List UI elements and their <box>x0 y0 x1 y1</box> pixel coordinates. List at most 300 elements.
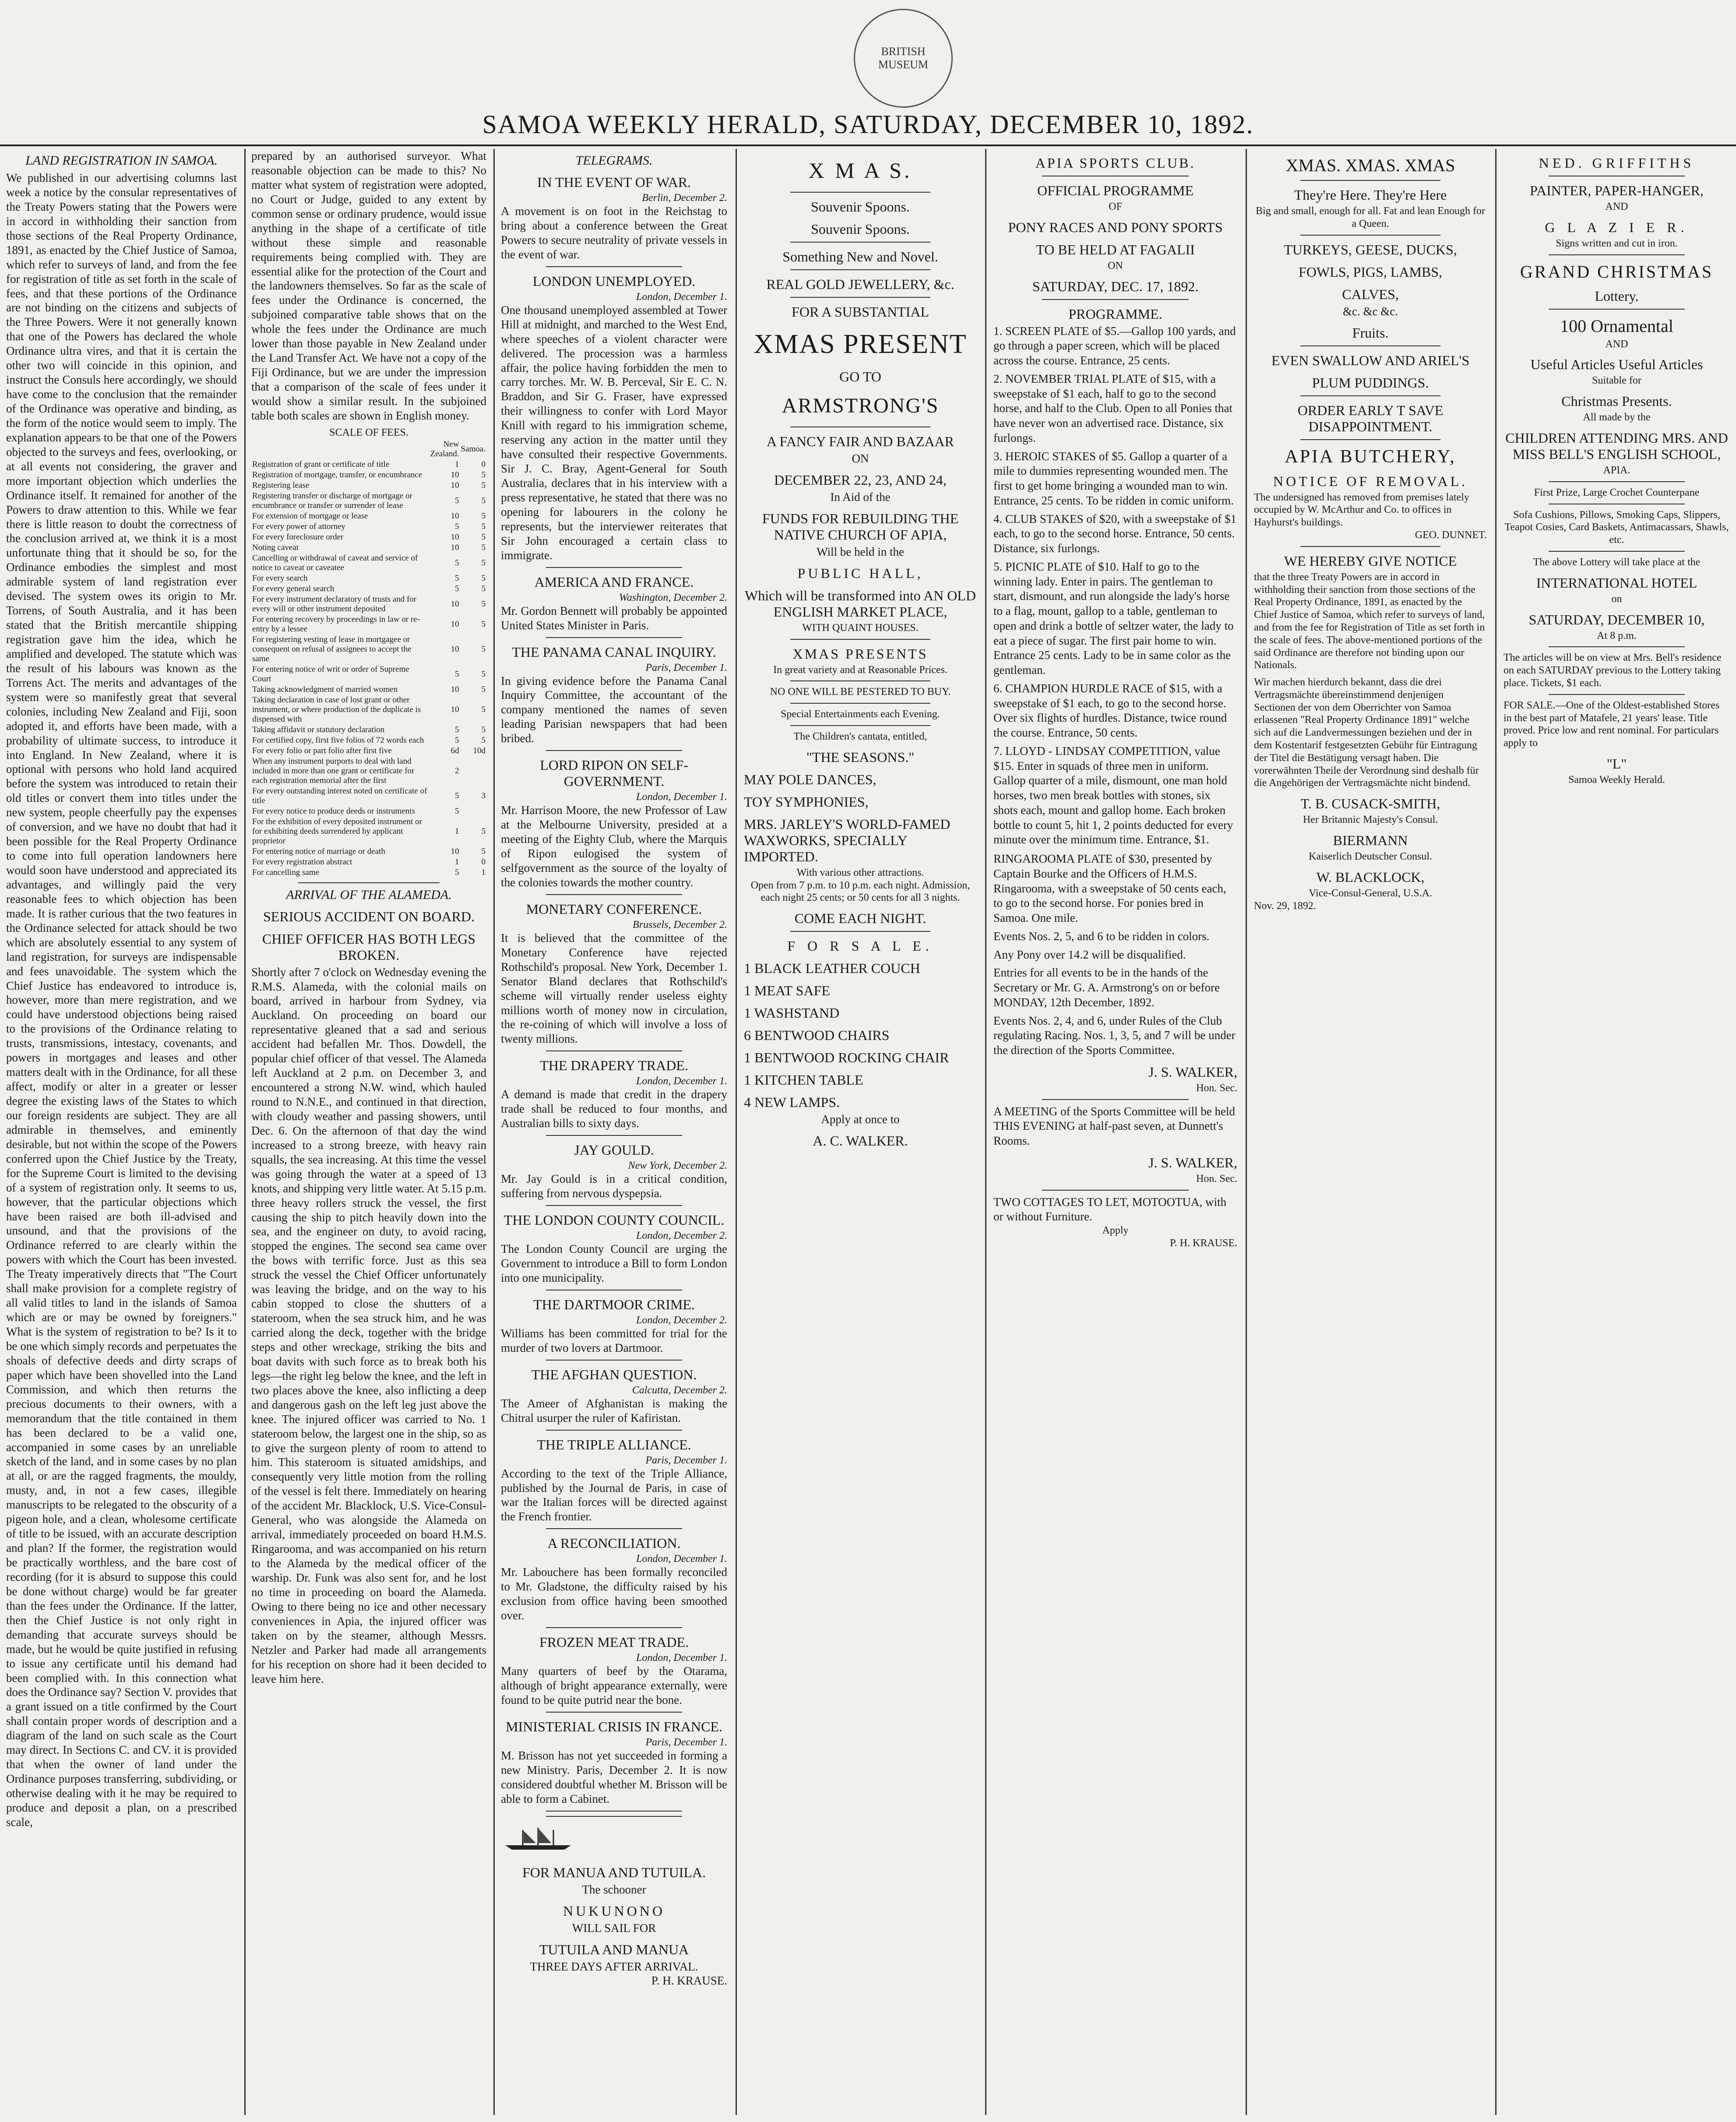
fees-row <box>251 735 486 746</box>
notice-german: Wir machen hierdurch bekannt, dass die drei Vertragsmächte übereinstimmend denjenigen Sectionen der von dem Oberrichter von Samoa erlassenen "Real Property Ordinance 1891" welche sich auf die Landvermessungen beziehen und der in dem Kostentarif festgesetzten Gebühr für Eintragung der Titel die Bestätigung versagt haben. Die vorerwähnten Theile der Verordnung sind deshalb für die Angehörigen der Vertragsmächte nicht bindend. <box>1254 677 1479 789</box>
fees-row <box>251 857 486 867</box>
fee-description: For entering recovery by proceedings in law or re-entry by a lessee <box>252 614 420 634</box>
divider <box>790 269 930 270</box>
fee-description: For entering notice of writ or order of Supreme Court <box>252 664 409 684</box>
column-xmas-ads <box>738 149 983 2115</box>
telegram-headline: IN THE EVENT OF WAR. <box>537 174 691 190</box>
divider <box>546 637 682 638</box>
ad-line: Signs written and cut in iron. <box>1556 237 1678 249</box>
divider <box>298 882 439 883</box>
race-event: 7. LLOYD - LINDSAY COMPETITION, value $15. Enter in squads of three men in uniform. Gallop quarter of a mile, dismount, one man hold horses, two men break bottles with stones, six shots each, mount and gallop home. Each broken bottle to count 5, hit 1, 2 points deducted for every minute over the minimum time. Entrance, $1. <box>993 744 1233 846</box>
telegram-text: One thousand unemployed assembled at Tower Hill at midnight, and marched to the West End, where speeches of a violent character were delivered. The procession was a harmless affair, the police having forbidden the men to carry torches. Mr. W. B. Perceval, Sir E. C. N. Braddon, and Sir G. Fraser, have expressed their willingness to confer with Lord Mayor Knill with regard to his immigration scheme, reserving any action in the matter until they have consulted their respective Governments. Sir J. C. Bray, Agent-General for South Australia, declares that in his interview with a press representative, he stated that there was no opening for labourers in the colony he represents, but the interviewer reiterates that Sir John encouraged a certain class to immigrate. <box>501 303 727 562</box>
divider <box>546 1360 682 1361</box>
fee-nz: 5 <box>455 584 459 593</box>
telegram-dateline: Paris, December 1. <box>645 662 727 673</box>
telegram-item <box>501 1297 727 1361</box>
telegram-item <box>501 757 727 895</box>
fees-row <box>251 614 486 634</box>
fee-description: For extension of mortgage or lease <box>252 511 368 521</box>
divider <box>1300 345 1440 346</box>
telegram-dateline: New York, December 2. <box>628 1160 727 1172</box>
race-note: Events Nos. 2, 5, and 6 to be ridden in colors. <box>993 929 1210 943</box>
telegram-item <box>501 174 727 267</box>
divider <box>790 639 930 640</box>
telegram-text: Mr. Harrison Moore, the new Professor of Law at the Melbourne University, presided at a meeting of the Eighty Club, where the Marquis of Ripon eulogised the system of selfgovernment as the source of the loyalty of the colonies towards the mother country. <box>501 804 727 889</box>
divider <box>1300 235 1440 236</box>
ad-line: XMAS PRESENTS <box>792 645 928 662</box>
fees-row <box>251 634 486 664</box>
fee-description: For every search <box>252 573 308 583</box>
signature: J. S. WALKER, <box>1148 1154 1237 1170</box>
signature-title: Hon. Sec. <box>1196 1173 1237 1184</box>
removal-heading: NOTICE OF REMOVAL. <box>1273 473 1468 489</box>
fee-nz: 1 <box>455 857 459 867</box>
fee-description: For cancelling same <box>252 867 320 877</box>
fee-description: For every foreclosure order <box>252 532 344 542</box>
telegram-text: Many quarters of beef by the Otarama, although of bright appearance externally, were found to be quite putrid near the bone. <box>501 1664 727 1706</box>
article-body: Shortly after 7 o'clock on Wednesday evening the R.M.S. Alameda, with the colonial mails on board, arrived in harbour from Sydney, via Auckland. On proceeding on board our representative gleaned that a sad and serious accident had befallen Mr. Thos. Dowdell, the popular chief officer of that vessel. The Alameda left Auckland at 2 p.m. on December 3, and encountered a strong N.W. wind, which hauled round to N.N.E., and continued in that direction, with cloudy weather and passing showers, until Dec. 6. On the afternoon of that day the wind increased to a strong breeze, with heavy rain squalls, the sea increasing. At this time the vessel was going through the water at a speed of 13 knots, and shipping very little water. At 5.15 p.m. three heavy rollers struck the vessel, the first causing the ship to pitch heavily down into the sea, and the engineer on duty, to avoid racing, stopped the engines. The second sea came over the bows with terrific force. Just as this sea struck the vessel the Chief Officer unfortunately was leaving the bridge, and on the way to his cabin stopped to close the shutters of a stateroom, when the sea struck him, and he was carried along the deck, together with the bridge steps and other wreckage, striking the bits and boat davits with such force as to break both his legs—the right leg below the knee, and the left in two places above the knee, also inflicting a deep and dangerous gash on the left leg just above the knee. The injured officer was carried to No. 1 stateroom below, the largest one in the ship, so as to give the surgeon plenty of room to attend to him. This stateroom is situated amidships, and consequently very little motion from the rolling of the vessel is felt there. Immediately on hearing of the accident Mr. Blacklock, U.S. Vice-Consul-General, who was alongside the Alameda on arrival, immediately proceeded on board H.M.S. Ringarooma, and was accompanied on his return to the Alameda by the medical officer of the warship. Dr. Funk was also sent for, and he lost no time in proceeding on board the Alameda. Owing to there being no ice and other necessary conveniences in Apia, the injured officer was taken on by the steamer, although Messrs. Netzler and Parker had made all arrangements for his reception on shore had it been decided to leave him here. <box>251 965 486 1685</box>
telegram-item <box>501 1367 727 1431</box>
telegram-text: Mr. Jay Gould is in a critical condition, suffering from nervous dyspepsia. <box>501 1172 727 1200</box>
telegram-headline: MONETARY CONFERENCE. <box>526 901 702 917</box>
sale-item: 1 BLACK LEATHER COUCH <box>744 960 920 976</box>
ad-line: "L" <box>1606 755 1627 772</box>
notice-date: Nov. 29, 1892. <box>1254 900 1316 912</box>
race-event: 3. HEROIC STAKES of $5. Gallop a quarter of a mile to dummies representing wounded men. The first to get home bringing a wounded man to win. Entrance, 25 cents. To be ridden in comic uniform. <box>993 449 1234 507</box>
fee-nz: 10 <box>451 705 459 714</box>
race-event: 5. PICNIC PLATE of $10. Half to go to the winning lady. Enter in pairs. The gentleman to start, dismount, and run alongside the lady's horse to a flag, mount, gallop to a table, gentleman to open and drink a bottle of seltzer water, the lady to eat a piece of sugar. The first pair home to win. Entrance 25 cents. Lady to be in same color as the gentleman. <box>993 560 1234 677</box>
signature: BIERMANN <box>1333 832 1408 849</box>
signature-title: Kaiserlich Deutscher Consul. <box>1309 851 1432 863</box>
fee-nz: 5 <box>455 558 459 568</box>
fee-samoa: 5 <box>481 522 486 531</box>
ad-line: In great variety and at Reasonable Prices. <box>773 664 947 676</box>
fee-description: For every folio or part folio after first five <box>252 746 392 755</box>
ship-ad-line: WILL SAIL FOR <box>572 1921 656 1935</box>
signature: J. S. WALKER, <box>1148 1064 1237 1080</box>
signature: P. H. KRAUSE. <box>1169 1237 1237 1249</box>
fee-nz: 10 <box>451 644 459 654</box>
fee-samoa: 5 <box>481 573 486 583</box>
ad-line: TO BE HELD AT FAGALII <box>1036 241 1195 257</box>
ad-line: In Aid of the <box>830 490 891 504</box>
fee-description: For every power of attorney <box>252 522 346 531</box>
ad-line: Something New and Novel. <box>782 249 938 264</box>
fee-samoa: 5 <box>481 644 486 654</box>
ad-line: Samoa Weekly Herald. <box>1568 774 1665 786</box>
divider <box>1042 299 1188 300</box>
signature-title: Hon. Sec. <box>1196 1082 1237 1094</box>
divider <box>1042 1099 1188 1100</box>
fee-samoa: 5 <box>481 735 486 745</box>
fees-row <box>251 594 486 614</box>
fee-nz: 5 <box>455 496 459 505</box>
signature: A. C. WALKER. <box>813 1133 908 1149</box>
ad-line: CHILDREN ATTENDING MRS. AND MISS BELL'S ENGLISH SCHOOL, <box>1505 430 1728 462</box>
ad-line: OF <box>1109 201 1122 212</box>
ad-line: Useful Articles Useful Articles <box>1530 356 1703 373</box>
fees-row <box>251 532 486 543</box>
ship-ad-heading: FOR MANUA AND TUTUILA. <box>522 1864 706 1880</box>
ad-line: Apply at once to <box>821 1113 900 1126</box>
telegram-item <box>501 1535 727 1628</box>
ad-line: on <box>1611 593 1622 605</box>
sale-item: 4 NEW LAMPS. <box>744 1094 840 1110</box>
for-sale-notice: FOR SALE.—One of the Oldest-established Stores in the best part of Matafele, 21 years' lease. Title proved. Price low and rent nominal. For particulars apply to <box>1504 699 1720 749</box>
ad-line: Souvenir Spoons. <box>811 199 910 215</box>
fee-description: When any instrument purports to deal with land included in more than one grant or certificate for each registration memorial after the first <box>252 756 415 785</box>
fee-description: For every instrument declaratory of trusts and for every will or other instrument deposited <box>252 594 417 613</box>
telegram-item <box>501 644 727 751</box>
fee-nz: 5 <box>455 669 459 679</box>
divider <box>1549 309 1684 310</box>
telegram-headline: AMERICA AND FRANCE. <box>534 574 694 590</box>
fees-row <box>251 746 486 756</box>
race-note: Entries for all events to be in the hands of the Secretary or Mr. G. A. Armstrong's on or before MONDAY, 12th December, 1892. <box>993 966 1220 1009</box>
notice-text: that the three Treaty Powers are in accord in withholding their sanction from those sections of the Real Property Ordinance, 1891, as enacted by the Chief Justice of Samoa, which refer to surveys of land, and from the fee for Registration of Title as set forth in the scale of fees. The above-mentioned portions of the said Ordinance are therefore not binding upon our Nationals. <box>1254 571 1485 671</box>
fees-row <box>251 543 486 553</box>
fee-description: Registration of mortgage, transfer, or encumbrance <box>252 470 423 479</box>
race-date: SATURDAY, DEC. 17, 1892. <box>1032 278 1199 294</box>
divider <box>546 1430 682 1431</box>
ad-line: They're Here. They're Here <box>1294 187 1447 203</box>
telegram-item <box>501 1142 727 1206</box>
divider <box>546 750 682 751</box>
xmas-heading: XMAS. XMAS. XMAS <box>1285 155 1455 175</box>
fees-row <box>251 511 486 522</box>
fee-samoa: 5 <box>481 684 486 694</box>
ad-line: Will be held in the <box>817 545 904 558</box>
ad-line: SATURDAY, DECEMBER 10, <box>1528 611 1705 627</box>
race-event: 2. NOVEMBER TRIAL PLATE of $15, with a sweepstake of $1 each, half to go to the second horse, and half to the Club. Open to all Ponies that have never won an advertised race. Distance, six furlongs. <box>993 372 1232 444</box>
ad-line: Which will be transformed into AN OLD ENGLISH MARKET PLACE, <box>745 587 976 620</box>
telegram-headline: MINISTERIAL CRISIS IN FRANCE. <box>506 1718 722 1734</box>
divider <box>546 1050 682 1051</box>
race-event: 4. CLUB STAKES of $20, with a sweepstake of $1 each, to go to the second horse. Entrance, 50 cents. Distance, six furlongs. <box>993 512 1237 555</box>
fees-row <box>251 470 486 480</box>
ad-line: At 8 p.m. <box>1597 630 1637 642</box>
ad-line: Fruits. <box>1352 324 1389 341</box>
ad-line: APIA. <box>1603 464 1630 476</box>
divider <box>790 297 930 298</box>
divider <box>546 266 682 267</box>
ad-line: MAY POLE DANCES, <box>744 771 877 787</box>
fair-dates: DECEMBER 22, 23, AND 24, <box>774 472 947 488</box>
fee-description: For the exhibition of every deposited instrument or for exhibiting deeds surrendered by applicant proprietor <box>252 817 422 846</box>
divider <box>790 703 930 704</box>
ad-line: With various other attractions. <box>796 867 924 878</box>
fee-description: Registering lease <box>252 480 310 490</box>
fee-samoa: 5 <box>481 705 486 714</box>
fee-samoa: 5 <box>481 584 486 593</box>
fee-nz: 6d <box>451 746 459 755</box>
fee-samoa: 1 <box>481 867 486 877</box>
fee-description: Cancelling or withdrawal of caveat and service of notice to caveat or caveatee <box>252 553 418 572</box>
telegram-dateline: London, December 1. <box>636 291 727 303</box>
telegram-dateline: Paris, December 1. <box>645 1454 727 1466</box>
ad-line: Suitable for <box>1592 375 1641 387</box>
ad-line: 100 Ornamental <box>1560 316 1673 336</box>
fee-description: Taking acknowledgment of married women <box>252 684 398 694</box>
telegram-item <box>501 1719 727 1812</box>
divider <box>546 1135 682 1136</box>
fee-nz: 10 <box>451 480 459 490</box>
divider <box>1549 254 1684 255</box>
fee-samoa: 5 <box>481 669 486 679</box>
telegram-headline: FROZEN MEAT TRADE. <box>539 1634 689 1650</box>
divider <box>546 1811 682 1812</box>
ship-ad-line: The schooner <box>582 1882 646 1896</box>
ad-line: Lottery. <box>1595 288 1639 304</box>
lottery-title: GRAND CHRISTMAS <box>1520 261 1714 282</box>
ad-line: NO ONE WILL BE PESTERED TO BUY. <box>770 686 951 698</box>
ad-line: ORDER EARLY T SAVE DISAPPOINTMENT. <box>1297 402 1444 434</box>
section-title: ARRIVAL OF THE ALAMEDA. <box>286 887 452 902</box>
race-note: Any Pony over 14.2 will be disqualified. <box>993 948 1186 961</box>
columns <box>0 149 1736 2119</box>
ad-line: AND <box>1605 201 1628 212</box>
museum-stamp <box>854 9 953 108</box>
ad-line: ON <box>852 452 869 465</box>
armstrongs: ARMSTRONG'S <box>782 394 939 417</box>
signature: P. H. KRAUSE. <box>651 1974 727 1988</box>
divider <box>1549 481 1684 482</box>
ad-line: ON <box>1108 260 1123 271</box>
sale-item: 6 BENTWOOD CHAIRS <box>744 1027 890 1043</box>
telegram-dateline: Calcutta, December 2. <box>632 1384 727 1396</box>
sale-item: 1 WASHSTAND <box>744 1005 840 1021</box>
telegram-text: A movement is on foot in the Reichstag to bring about a conference between the Great Powers to secure neutrality of private vessels in the event of war. <box>501 204 727 261</box>
telegram-dateline: London, December 1. <box>636 791 727 803</box>
ship-destination: TUTUILA AND MANUA <box>539 1941 689 1957</box>
divider <box>790 242 930 243</box>
divider <box>1300 395 1440 396</box>
ad-line: Open from 7 p.m. to 10 p.m. each night. Admission, each night 25 cents; or 50 cents for all 3 nights. <box>750 879 970 904</box>
fees-title: SCALE OF FEES. <box>329 427 408 438</box>
fee-samoa <box>460 756 486 786</box>
ad-line: GO TO <box>839 369 881 384</box>
ad-line: Special Entertainments each Evening. <box>781 709 940 720</box>
fee-samoa: 5 <box>481 826 486 836</box>
telegram-item <box>501 1437 727 1530</box>
telegram-item <box>501 1212 727 1290</box>
programme-heading: PROGRAMME. <box>1068 306 1162 322</box>
fee-nz: 2 <box>455 766 459 775</box>
telegram-dateline: Berlin, December 2. <box>642 192 727 204</box>
fees-row <box>251 573 486 584</box>
ad-line: FUNDS FOR REBUILDING THE NATIVE CHURCH OF APIA, <box>762 510 959 543</box>
ship-ad-line: THREE DAYS AFTER ARRIVAL. <box>530 1960 698 1973</box>
telegram-headline: THE TRIPLE ALLIANCE. <box>537 1436 691 1452</box>
fee-nz: 1 <box>455 826 459 836</box>
ad-line: All made by the <box>1583 412 1651 423</box>
fees-row <box>251 695 486 725</box>
fee-nz: 10 <box>451 846 459 856</box>
headline: SERIOUS ACCIDENT ON BOARD. <box>263 908 475 924</box>
fees-row <box>251 522 486 532</box>
telegram-dateline: London, December 1. <box>636 1075 727 1087</box>
fee-description: Noting caveat <box>252 543 299 552</box>
fee-samoa <box>460 806 486 817</box>
fee-description: Taking declaration in case of lost grant or other instrument, or where production of the duplicate is dispensed with <box>252 695 421 724</box>
fees-row <box>251 786 486 806</box>
divider <box>546 1816 682 1817</box>
column-sports-club <box>987 149 1243 2115</box>
telegram-dateline: Washington, December 2. <box>619 592 727 603</box>
signature: GEO. DUNNET. <box>1415 529 1487 541</box>
fee-nz: 5 <box>455 867 459 877</box>
telegram-text: A demand is made that credit in the drapery trade shall be reduced to four months, and Australian bills to sixty days. <box>501 1088 727 1130</box>
telegram-headline: LORD RIPON ON SELF-GOVERNMENT. <box>540 757 688 790</box>
xmas-heading: X M A S. <box>808 158 912 183</box>
telegram-dateline: Paris, December 1. <box>645 1736 727 1748</box>
telegram-headline: THE DRAPERY TRADE. <box>540 1057 688 1074</box>
race-note: Events Nos. 2, 4, and 6, under Rules of the Club regulating Racing. Nos. 1, 3, 5, and 7 will be under the direction of the Sports Committee. <box>993 1014 1236 1057</box>
section-title: TELEGRAMS. <box>575 153 653 168</box>
ad-line: OFFICIAL PROGRAMME <box>1037 183 1194 198</box>
ship-name: NUKUNONO <box>563 1903 665 1919</box>
telegram-headline: THE DARTMOOR CRIME. <box>533 1296 695 1312</box>
fee-description: Taking affidavit or statutory declaration <box>252 725 385 734</box>
fee-description: For every notice to produce deeds or instruments <box>252 806 415 816</box>
fees-header-nz: New Zealand. <box>430 439 459 458</box>
fee-samoa: 5 <box>481 846 486 856</box>
fee-description: For every outstanding interest noted on certificate of title <box>252 786 427 805</box>
signature-title: Vice-Consul-General, U.S.A. <box>1309 887 1432 899</box>
fee-nz: 5 <box>455 806 459 816</box>
fee-nz: 10 <box>451 470 459 479</box>
telegram-item <box>501 273 727 568</box>
sale-item: 1 BENTWOOD ROCKING CHAIR <box>744 1050 949 1066</box>
column-fees-and-alameda <box>245 149 493 2115</box>
telegram-dateline: London, December 1. <box>636 1553 727 1565</box>
telegram-headline: JAY GOULD. <box>574 1142 654 1158</box>
ad-line: MRS. JARLEY'S WORLD-FAMED WAXWORKS, SPECIALLY IMPORTED. <box>744 816 951 864</box>
fee-description: Registration of grant or certificate of title <box>252 459 390 469</box>
article-body: We published in our advertising columns last week a notice by the consular representatives of the Treaty Powers stating that the Powers were in accord in withholding their sanction from those sections of the Real Property Ordinance, 1891, as enacted by the Chief Justice of Samoa, which refer to surveys of land, and from the fee for registration of title as set forth in the scale of fees, and that these portions of the Ordinance are not binding on the citizens and subjects of the Three Powers. Were it not generally known that one of the Powers has declared the whole Ordinance ultra vires, and that it is certain the other two will coincide in this opinion, and instruct the Consuls here accordingly, we should have come to the conclusion that the remainder of the Ordinance was operative and binding, as the form of the notice would seem to imply. The explanation appears to be that one of the Powers objected to the surveys and fees, overlooking, or at all events not considering, the graver and more important objection which underlies the Ordinance itself. It remained for another of the Powers to draw attention to this. While we fear there is little reason to doubt the correctness of the conclusion arrived at, we think it is a most unfortunate thing that it should be so, for the Ordinance embodies the simplest and most admirable system of land registration ever devised. The system owes its origin to Mr. Torrens, of South Australia, and it has been stated that the British mercantile shipping registration gave him the idea, which he amplified and developed. The statute which was the result of his labours was known as the Torrens Act. The merits and advantages of the system were so manifestly great that several colonies, including New Zealand and Fiji, soon adopted it, and efforts have been made, with a probability of ultimate success, to introduce it into England. In New Zealand, where it is optional with persons who hold land acquired before the system was introduced to retain their old titles or convert them into titles under the new system, people cheerfully pay the expenses of conversion, and we have no doubt that had it been possible for the Real Property Ordinance to come into full operation landowners here would soon have understood and appreciated its advantages, and willingly paid the very reasonable fees to which objection has been made. It is rather curious that the two features in the Ordinance selected for attack should be two which are absolutely essential to any system of land registration, for surveys are indispensable and fees unavoidable. The system which the Chief Justice has endeavored to introduce is, however, more than mere registration, and we could have understood objections being raised to the provisions of the Ordinance relating to trusts, transmissions, intestacy, covenants, and powers in mortgages and leases and other matters dealt with in the Ordinance, for all these affect, modify or alter in a greater or lesser degree the existing laws of the States to which our foreign residents are subject. They are all admirable in themselves, and eminently desirable, but not within the scope of the Powers conferred upon the Chief Justice by the Treaty, for the Supreme Court is limited to the devising of a system of registration only. It seems to us, however, that the particular objections which have been raised are both ill-advised and unsound, and that the provisions of the Ordinance referred to are clearly within the powers with which the Court has been invested. The Treaty imperatively directs that "The Court shall make provision for a complete registry of all valid titles to land in the islands of Samoa which are or may be owned by foreigners." What is the system of registration to be? Is it to be one which simply records and perpetuates the shoals of defective deeds and dirty scraps of paper which have been shovelled into the Land Commission, and which then returns the precious documents to their owners, with a memorandum that the title contained in them has been declared to be a valid one, accompanied in some cases by an unreliable sketch of the land, and in some cases by no plan at all, or are the ragged fragments, the mouldy, musty, and, in not a few cases, illegible manuscripts to be relegated to the obscurity of a pigeon hole, and a clean, wholesome certificate of title to be issued, with an accurate description and plan? If the former, the registration would be practically worthless, and the bare cost of recording (for it is absurd to suppose this could be done without charge) would be far greater than the fees under the Ordinance. If the latter, then the Chief Justice is not only right in demanding that accurate surveys should be made, but he would be quite justified in refusing to issue any certificate until his demand had been complied with. In this connection what does the Ordinance say? Section V. provides that a grant issued on a title confirmed by the Court shall contain proper words of description and a diagram of the land on such scale as the Court may direct. In Sections C. and CV. it is provided that when the owner of land under the Ordinance purposes transferring, subdividing, or otherwise dealing with it he may be required to produce and deposit a plan, on a prescribed scale, <box>6 171 237 1829</box>
fee-samoa: 5 <box>481 511 486 521</box>
ad-line: Sofa Cushions, Pillows, Smoking Caps, Slippers, Teapot Cosies, Card Baskets, Antimacassars, Shawls, etc. <box>1504 509 1729 546</box>
ad-line: REAL GOLD JEWELLERY, &c. <box>766 276 954 292</box>
fees-row <box>251 806 486 817</box>
masthead: SAMOA WEEKLY HERALD, SATURDAY, DECEMBER 10, 1892. <box>482 110 1254 139</box>
fees-row <box>251 553 486 573</box>
ad-line: Christmas Presents. <box>1561 393 1672 409</box>
fee-nz: 10 <box>451 684 459 694</box>
signature: T. B. CUSACK-SMITH, <box>1300 796 1440 812</box>
fee-description: For registering vesting of lease in mortgagee or consequent on refusal of assignees to accept the same <box>252 634 412 663</box>
ad-line: PAINTER, PAPER-HANGER, <box>1530 183 1704 198</box>
fee-description: Registering transfer or discharge of mortgage or encumbrance or transfer or surrender of lease <box>252 491 412 510</box>
telegram-text: In giving evidence before the Panama Canal Inquiry Committee, the accountant of the company mentioned the names of seven leading Parisian newspapers that had been bribed. <box>501 674 727 745</box>
fee-samoa: 5 <box>481 725 486 734</box>
telegram-dateline: London, December 1. <box>636 1652 727 1664</box>
ad-line: Souvenir Spoons. <box>811 221 910 237</box>
ad-line: INTERNATIONAL HOTEL <box>1536 575 1697 591</box>
fees-row <box>251 756 486 786</box>
ad-line: AND <box>1605 338 1628 350</box>
fee-nz: 10 <box>451 619 459 629</box>
fee-samoa: 0 <box>481 459 486 469</box>
telegram-text: According to the text of the Triple Alliance, published by the Journal de Paris, in case of war the Italian forces will be directed against the French frontier. <box>501 1466 727 1523</box>
cottages-notice: TWO COTTAGES TO LET, MOTOOTUA, with or without Furniture. <box>993 1195 1227 1223</box>
fee-nz: 10 <box>451 599 459 609</box>
ad-line: Apply <box>1102 1225 1129 1237</box>
fee-samoa: 5 <box>481 543 486 552</box>
fee-nz: 1 <box>455 459 459 469</box>
divider <box>546 567 682 568</box>
ad-line: EVEN SWALLOW AND ARIEL'S <box>1271 352 1470 368</box>
ad-line: PLUM PUDDINGS. <box>1312 374 1429 391</box>
fee-samoa: 0 <box>481 857 486 867</box>
divider <box>790 192 930 193</box>
telegram-text: Williams has been committed for trial for the murder of two lovers at Dartmoor. <box>501 1326 727 1354</box>
telegram-text: It is believed that the committee of the Monetary Conference have rejected Rothschild's proposal. New York, December 1. Senator Bland declares that Rothschild's scheme will virtually render useless eighty millions worth of money now in circulation, the re-coining of which will involve a loss of twenty millions. <box>501 931 727 1046</box>
ship-icon <box>501 1826 575 1852</box>
ad-line: Big and small, enough for all. Fat and lean Enough for a Queen. <box>1256 205 1485 229</box>
ad-line: First Prize, Large Crochet Counterpane <box>1534 486 1700 498</box>
ad-line: FOWLS, PIGS, LAMBS, <box>1298 264 1443 280</box>
divider <box>1300 546 1440 547</box>
divider <box>546 894 682 895</box>
fee-nz: 5 <box>455 522 459 531</box>
fee-nz: 5 <box>455 573 459 583</box>
fee-samoa: 5 <box>481 532 486 542</box>
headline: CHIEF OFFICER HAS BOTH LEGS BROKEN. <box>262 931 476 963</box>
divider <box>790 680 930 681</box>
telegram-text: The Ameer of Afghanistan is making the Chitral usurper the ruler of Kafiristan. <box>501 1396 727 1424</box>
fee-nz: 5 <box>455 735 459 745</box>
fees-row <box>251 846 486 857</box>
sale-item: 1 MEAT SAFE <box>744 983 830 999</box>
fee-description: For entering notice of marriage or death <box>252 846 385 856</box>
telegram-text: Mr. Labouchere has been formally reconciled to Mr. Gladstone, the difficulty raised by his exclusion from office having been smoothed over. <box>501 1565 727 1622</box>
fee-samoa: 3 <box>481 791 486 800</box>
ad-line: PUBLIC HALL, <box>797 565 923 581</box>
fees-table <box>251 439 486 878</box>
club-title: APIA SPORTS CLUB. <box>1035 155 1196 171</box>
telegram-item <box>501 574 727 638</box>
ad-line: FOR A SUBSTANTIAL <box>792 304 929 320</box>
divider <box>1042 1190 1188 1191</box>
divider <box>790 931 930 932</box>
column-telegrams <box>495 149 733 2115</box>
fee-description: For every general search <box>252 584 335 593</box>
ad-line: PONY RACES AND PONY SPORTS <box>1008 219 1223 235</box>
fees-row <box>251 664 486 684</box>
removal-text: The undersigned has removed from premises lately occupied by W. McArthur and Co. to offices in Hayhurst's buildings. <box>1254 491 1469 529</box>
fees-row <box>251 725 486 735</box>
telegram-dateline: Brussels, December 2. <box>633 919 727 931</box>
fee-samoa: 5 <box>481 496 486 505</box>
ad-line: "THE SEASONS." <box>806 749 915 765</box>
fee-description: For certified copy, first five folios of 72 words each <box>252 735 424 745</box>
for-sale-heading: F O R S A L E. <box>787 938 933 954</box>
ad-line: COME EACH NIGHT. <box>794 910 926 927</box>
fee-nz: 10 <box>451 543 459 552</box>
signature-title: Her Britannic Majesty's Consul. <box>1303 814 1438 826</box>
divider <box>546 1627 682 1628</box>
fees-row <box>251 584 486 594</box>
column-land-registration <box>0 149 243 2115</box>
telegram-text: M. Brisson has not yet succeeded in forming a new Ministry. Paris, December 2. It is now considered doubtful whether M. Brisson will be able to form a Cabinet. <box>501 1748 727 1805</box>
fees-row <box>251 491 486 511</box>
fee-samoa: 5 <box>481 558 486 568</box>
fees-row <box>251 459 486 470</box>
telegram-headline: THE AFGHAN QUESTION. <box>531 1366 697 1382</box>
ad-line: The articles will be on view at Mrs. Bell's residence on each SATURDAY previous to the Lottery taking place. Tickets, $1 each. <box>1504 652 1722 689</box>
telegram-headline: THE PANAMA CANAL INQUIRY. <box>512 644 716 660</box>
